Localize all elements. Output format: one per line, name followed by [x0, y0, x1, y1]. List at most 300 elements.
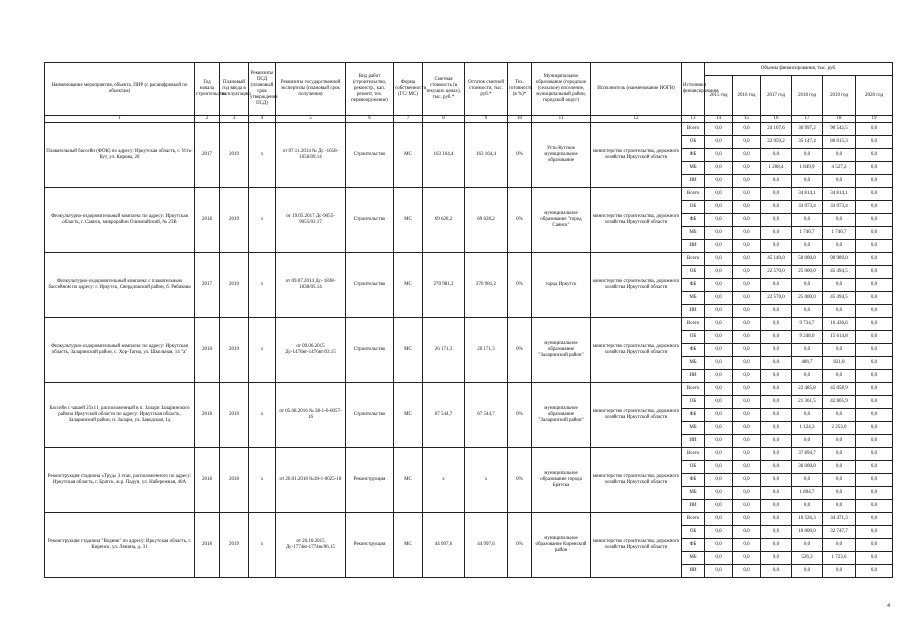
funding-value-cell: 0,0 [705, 539, 733, 552]
funding-value-cell: 0,0 [705, 344, 733, 357]
column-number: 7 [394, 116, 423, 123]
psd-cell: х [249, 123, 276, 188]
funding-value-cell: 32 747,7 [823, 526, 856, 539]
funding-value-cell: 0,0 [733, 552, 761, 565]
funding-value-cell: 0,0 [823, 435, 856, 448]
funding-value-cell: 0,0 [823, 487, 856, 500]
funding-value-cell: 0,0 [856, 162, 893, 175]
funding-value-cell: 0,0 [823, 305, 856, 318]
funding-value-cell: 0,0 [761, 188, 792, 201]
funding-value-cell: 16 436,6 [823, 318, 856, 331]
funding-value-cell: 0,0 [761, 552, 792, 565]
funding-value-cell: 0,0 [733, 279, 761, 292]
column-number: 8 [423, 116, 465, 123]
funding-value-cell: 36 000,0 [792, 461, 823, 474]
funding-value-cell: 0,0 [705, 162, 733, 175]
funding-value-cell: 33 073,4 [823, 201, 856, 214]
funding-value-cell: 0,0 [733, 253, 761, 266]
funding-value-cell: 0,0 [856, 344, 893, 357]
remain-cost-cell: 44 997,6 [465, 513, 508, 578]
funding-value-cell: 0,0 [705, 305, 733, 318]
funding-value-cell: 0,0 [705, 227, 733, 240]
header-name: Наименование мероприятия, объекта, ПИР (с расшифровкой по объектам) [45, 63, 195, 116]
funding-value-cell: 0,0 [733, 240, 761, 253]
funding-source-cell: Всего [682, 253, 705, 266]
header-est-cost: Сметная стоимость (в текущих ценах), тыс. руб.* [423, 63, 465, 116]
funding-value-cell: 34 814,1 [823, 188, 856, 201]
funding-value-cell: 0,0 [705, 214, 733, 227]
funding-value-cell: 0,0 [705, 526, 733, 539]
funding-value-cell: 0,0 [761, 201, 792, 214]
funding-value-cell: 37 894,7 [792, 448, 823, 461]
funding-value-cell: 0,0 [856, 474, 893, 487]
funding-source-cell: ИИ [682, 305, 705, 318]
funding-value-cell: 1 208,4 [761, 162, 792, 175]
work-type-cell: Реконструкция [346, 448, 394, 513]
ownership-cell: МС [394, 383, 423, 448]
column-number: 15 [733, 116, 761, 123]
funding-value-cell: 1 894,7 [792, 487, 823, 500]
funding-value-cell: 0,0 [761, 318, 792, 331]
funding-value-cell: 0,0 [856, 565, 893, 578]
plan-year-cell: 2018 [220, 448, 249, 513]
header-expertise: Реквизиты государственной экспертизы (плановый срок получения) [276, 63, 346, 116]
start-year-cell: 2018 [195, 318, 220, 383]
expertise-cell: от 09.06.2015 Дс-1476вт-1476вт/03.15 [276, 318, 346, 383]
funding-source-cell: ИИ [682, 435, 705, 448]
funding-value-cell: 0,0 [823, 461, 856, 474]
executor-cell: министерство строительства, дорожного хозяйства Иркутской области [591, 253, 682, 318]
funding-value-cell: 0,0 [856, 227, 893, 240]
funding-value-cell: 0,0 [705, 175, 733, 188]
executor-cell: министерство строительства, дорожного хозяйства Иркутской области [591, 448, 682, 513]
page-number: 4 [887, 603, 890, 609]
executor-cell: министерство строительства, дорожного хозяйства Иркутской области [591, 188, 682, 253]
funding-source-cell: МБ [682, 552, 705, 565]
funding-value-cell: 42 805,9 [823, 396, 856, 409]
funding-value-cell: 526,3 [792, 552, 823, 565]
funding-value-cell: 10 000,0 [792, 526, 823, 539]
funding-value-cell: 0,0 [823, 565, 856, 578]
expertise-cell: от 26.01.2018 №38-1-0025-18 [276, 448, 346, 513]
remain-cost-cell: х [465, 448, 508, 513]
funding-value-cell: 0,0 [792, 500, 823, 513]
funding-value-cell: 0,0 [733, 214, 761, 227]
remain-cost-cell: 67 544,7 [465, 383, 508, 448]
ownership-cell: МС [394, 123, 423, 188]
funding-value-cell: 0,0 [792, 370, 823, 383]
funding-value-cell: 0,0 [761, 305, 792, 318]
funding-value-cell: 0,0 [856, 331, 893, 344]
funding-value-cell: 0,0 [733, 396, 761, 409]
funding-value-cell: 0,0 [705, 279, 733, 292]
funding-source-cell: ИИ [682, 175, 705, 188]
funding-value-cell: 1 849,9 [792, 162, 823, 175]
column-number: 10 [508, 116, 532, 123]
remain-cost-cell: 163 164,4 [465, 123, 508, 188]
funding-value-cell: 0,0 [733, 305, 761, 318]
expertise-cell: от 09.07.2014 Дс- 1838-1838/05.14 [276, 253, 346, 318]
funding-value-cell: 0,0 [823, 448, 856, 461]
funding-value-cell: 0,0 [792, 240, 823, 253]
column-number: 19 [856, 116, 893, 123]
executor-cell: министерство строительства, дорожного хозяйства Иркутской области [591, 513, 682, 578]
funding-source-cell: ФБ [682, 279, 705, 292]
funding-value-cell: 0,0 [705, 474, 733, 487]
funding-value-cell: 24 167,6 [761, 123, 792, 136]
funding-value-cell: 821,8 [823, 357, 856, 370]
est-cost-cell: х [423, 448, 465, 513]
funding-value-cell: 0,0 [705, 422, 733, 435]
funding-source-cell: ОБ [682, 136, 705, 149]
funding-value-cell: 9 248,0 [792, 331, 823, 344]
funding-value-cell: 0,0 [792, 214, 823, 227]
header-plan-year: Плановый год ввода в эксплуатацию [220, 63, 249, 116]
funding-value-cell: 22 570,0 [761, 292, 792, 305]
funding-source-cell: ФБ [682, 149, 705, 162]
funding-value-cell: 34 814,1 [792, 188, 823, 201]
executor-cell: министерство строительства, дорожного хозяйства Иркутской области [591, 318, 682, 383]
funding-value-cell: 0,0 [733, 123, 761, 136]
funding-value-cell: 0,0 [761, 240, 792, 253]
funding-value-cell: 0,0 [761, 526, 792, 539]
funding-value-cell: 0,0 [856, 552, 893, 565]
start-year-cell: 2018 [195, 448, 220, 513]
object-name-cell: Физкультурно-оздоровительный комплекс по адресу: Иркутская область, Заларинский район, с. Хор-Тагна, ул. Школьная, 14 "а" [45, 318, 195, 383]
funding-value-cell: 0,0 [705, 500, 733, 513]
est-cost-cell: 270 981,2 [423, 253, 465, 318]
funding-value-cell: 0,0 [856, 279, 893, 292]
funding-value-cell: 15 614,8 [823, 331, 856, 344]
funding-value-cell: 0,0 [705, 318, 733, 331]
funding-value-cell: 0,0 [733, 526, 761, 539]
table-row [45, 188, 893, 201]
funding-value-cell: 0,0 [705, 201, 733, 214]
funding-value-cell: 45 494,5 [823, 292, 856, 305]
funding-value-cell: 0,0 [823, 175, 856, 188]
ownership-cell: МС [394, 318, 423, 383]
funding-value-cell: 0,0 [733, 357, 761, 370]
object-name-cell: Реконструкция стадиона "Водник" по адресу: Иркутская область, г. Киренск, ул. Ленина, д. 31 [45, 513, 195, 578]
funding-value-cell: 0,0 [705, 396, 733, 409]
funding-source-cell: МБ [682, 422, 705, 435]
plan-year-cell: 2019 [220, 513, 249, 578]
readiness-cell: 0% [508, 513, 532, 578]
start-year-cell: 2017 [195, 253, 220, 318]
funding-value-cell: 0,0 [761, 383, 792, 396]
funding-source-cell: ОБ [682, 266, 705, 279]
work-type-cell: Строительство [346, 188, 394, 253]
funding-value-cell: 0,0 [792, 149, 823, 162]
readiness-cell: 0% [508, 318, 532, 383]
funding-value-cell: 0,0 [856, 422, 893, 435]
header-year: 2016 год [733, 76, 761, 116]
plan-year-cell: 2019 [220, 188, 249, 253]
remain-cost-cell: 26 171,3 [465, 318, 508, 383]
funding-source-cell: Всего [682, 383, 705, 396]
funding-value-cell: 0,0 [733, 292, 761, 305]
funding-value-cell: 0,0 [856, 500, 893, 513]
psd-cell: х [249, 188, 276, 253]
readiness-cell: 0% [508, 253, 532, 318]
funding-value-cell: 0,0 [792, 435, 823, 448]
column-number: 1 [45, 116, 195, 123]
funding-value-cell: 0,0 [705, 357, 733, 370]
est-cost-cell: 44 997,6 [423, 513, 465, 578]
funding-value-cell: 0,0 [792, 539, 823, 552]
ownership-cell: МС [394, 513, 423, 578]
funding-value-cell: 0,0 [856, 396, 893, 409]
executor-cell: министерство строительства, дорожного хозяйства Иркутской области [591, 383, 682, 448]
municipality-cell: город Иркутск [532, 253, 591, 318]
funding-value-cell: 25 000,0 [792, 292, 823, 305]
funding-value-cell: 0,0 [761, 227, 792, 240]
funding-value-cell: 50 000,0 [792, 253, 823, 266]
funding-source-cell: ИИ [682, 370, 705, 383]
column-number: 2 [195, 116, 220, 123]
funding-value-cell: 0,0 [705, 136, 733, 149]
work-type-cell: Строительство [346, 318, 394, 383]
object-name-cell: Реконструкция стадиона «Труд» 3 этап, расположенного по адресу: Иркутская область, г. Братск, ж.р. Падун, ул. Набережная, 40А [45, 448, 195, 513]
header-year: 2017 год [761, 76, 792, 116]
funding-value-cell: 0,0 [733, 409, 761, 422]
funding-value-cell: 0,0 [705, 331, 733, 344]
funding-source-cell: ФБ [682, 344, 705, 357]
funding-value-cell: 36 997,2 [792, 123, 823, 136]
funding-value-cell: 0,0 [705, 513, 733, 526]
column-number: 4 [249, 116, 276, 123]
funding-value-cell: 9 734,7 [792, 318, 823, 331]
funding-source-cell: МБ [682, 487, 705, 500]
funding-source-cell: ОБ [682, 526, 705, 539]
funding-value-cell: 22 570,0 [761, 266, 792, 279]
funding-value-cell: 0,0 [733, 331, 761, 344]
funding-value-cell: 0,0 [705, 123, 733, 136]
est-cost-cell: 26 171,3 [423, 318, 465, 383]
funding-value-cell: 0,0 [705, 149, 733, 162]
funding-value-cell: 0,0 [856, 526, 893, 539]
funding-value-cell: 0,0 [705, 292, 733, 305]
funding-value-cell: 0,0 [733, 175, 761, 188]
header-psd: Реквизиты ПСД (плановый срок утверждения ПСД) [249, 63, 276, 116]
funding-value-cell: 0,0 [856, 214, 893, 227]
funding-source-cell: ФБ [682, 539, 705, 552]
header-readiness: Тех. готовность (в %)* [508, 63, 532, 116]
funding-value-cell: 0,0 [856, 201, 893, 214]
funding-value-cell: 0,0 [856, 123, 893, 136]
funding-value-cell: 0,0 [733, 266, 761, 279]
funding-source-cell: Всего [682, 318, 705, 331]
work-type-cell: Строительство [346, 123, 394, 188]
funding-value-cell: 0,0 [733, 500, 761, 513]
funding-value-cell: 0,0 [856, 357, 893, 370]
header-remain-cost: Остаток сметной стоимости, тыс. руб.* [465, 63, 508, 116]
funding-value-cell: 0,0 [856, 513, 893, 526]
funding-value-cell: 10 526,3 [792, 513, 823, 526]
funding-value-cell: 0,0 [733, 318, 761, 331]
funding-value-cell: 0,0 [856, 409, 893, 422]
funding-value-cell: 0,0 [856, 136, 893, 149]
funding-source-cell: МБ [682, 357, 705, 370]
readiness-cell: 0% [508, 448, 532, 513]
start-year-cell: 2018 [195, 188, 220, 253]
object-name-cell: Плавательный бассейн (ФОК) по адресу: Иркутская область, г. Усть-Кут, ул. Кирова, 28 [45, 123, 195, 188]
funding-value-cell: 0,0 [733, 136, 761, 149]
funding-value-cell: 33 073,4 [792, 201, 823, 214]
psd-cell: х [249, 318, 276, 383]
funding-value-cell: 0,0 [823, 474, 856, 487]
funding-value-cell: 0,0 [761, 422, 792, 435]
remain-cost-cell: 270 981,2 [465, 253, 508, 318]
municipality-cell: Усть-Кутское муниципальное образование [532, 123, 591, 188]
municipality-cell: муниципальное образование "город Саянск" [532, 188, 591, 253]
funding-source-cell: ФБ [682, 474, 705, 487]
column-number: 9 [465, 116, 508, 123]
work-type-cell: Строительство [346, 383, 394, 448]
funding-value-cell: 0,0 [792, 175, 823, 188]
funding-value-cell: 0,0 [792, 409, 823, 422]
funding-value-cell: 0,0 [761, 149, 792, 162]
funding-value-cell: 0,0 [705, 253, 733, 266]
funding-source-cell: ФБ [682, 409, 705, 422]
funding-value-cell: 0,0 [733, 513, 761, 526]
funding-source-cell: ОБ [682, 396, 705, 409]
funding-source-cell: ИИ [682, 565, 705, 578]
funding-value-cell: 0,0 [761, 396, 792, 409]
funding-value-cell: 0,0 [792, 279, 823, 292]
funding-value-cell: 0,0 [761, 175, 792, 188]
funding-value-cell: 0,0 [705, 487, 733, 500]
funding-value-cell: 0,0 [733, 461, 761, 474]
plan-year-cell: 2019 [220, 253, 249, 318]
funding-value-cell: 1 723,6 [823, 552, 856, 565]
funding-value-cell: 0,0 [856, 370, 893, 383]
funding-source-cell: Всего [682, 123, 705, 136]
funding-value-cell: 90 542,5 [823, 123, 856, 136]
funding-value-cell: 45 140,0 [761, 253, 792, 266]
psd-cell: х [249, 253, 276, 318]
funding-value-cell: 1 740,7 [823, 227, 856, 240]
header-executor: Исполнитель (наименование ИОГВ) [591, 63, 682, 116]
funding-value-cell: 0,0 [705, 448, 733, 461]
funding-value-cell: 0,0 [761, 448, 792, 461]
executor-cell: министерство строительства, дорожного хозяйства Иркутской области [591, 123, 682, 188]
est-cost-cell: 69 628,2 [423, 188, 465, 253]
funding-value-cell: 0,0 [705, 266, 733, 279]
ownership-cell: МС [394, 448, 423, 513]
funding-source-cell: ОБ [682, 331, 705, 344]
est-cost-cell: 67 544,7 [423, 383, 465, 448]
table-row [45, 318, 893, 331]
funding-value-cell: 2 253,0 [823, 422, 856, 435]
funding-value-cell: 0,0 [761, 565, 792, 578]
object-name-cell: Физкультурно-оздоровительный комплекс с плавательным бассейном по адресу: г. Иркутск, Свердловский район, б. Рябикова [45, 253, 195, 318]
ownership-cell: МС [394, 188, 423, 253]
funding-value-cell: 0,0 [823, 344, 856, 357]
funding-value-cell: 0,0 [792, 565, 823, 578]
work-type-cell: Строительство [346, 253, 394, 318]
funding-source-cell: МБ [682, 292, 705, 305]
funding-value-cell: 0,0 [733, 435, 761, 448]
funding-value-cell: 21 361,5 [792, 396, 823, 409]
funding-value-cell: 0,0 [856, 461, 893, 474]
funding-source-cell: ФБ [682, 214, 705, 227]
funding-source-cell: ОБ [682, 461, 705, 474]
header-work-type: Вид работ (строительство, реконстр., кап. ремонт, тех. перевооружение) [346, 63, 394, 116]
funding-value-cell: 0,0 [733, 370, 761, 383]
funding-value-cell: 0,0 [761, 500, 792, 513]
table-row [45, 448, 893, 461]
funding-value-cell: 0,0 [761, 214, 792, 227]
funding-value-cell: 0,0 [761, 409, 792, 422]
funding-value-cell: 25 000,0 [792, 266, 823, 279]
column-number: 11 [532, 116, 591, 123]
funding-value-cell: 0,0 [856, 240, 893, 253]
work-type-cell: Реконструкция [346, 513, 394, 578]
table-row [45, 383, 893, 396]
funding-value-cell: 0,0 [823, 370, 856, 383]
header-year: 2018 год [792, 76, 823, 116]
funding-value-cell: 34 471,3 [823, 513, 856, 526]
plan-year-cell: 2019 [220, 383, 249, 448]
funding-value-cell: 0,0 [705, 461, 733, 474]
funding-value-cell: 0,0 [761, 435, 792, 448]
object-name-cell: Бассейн с чашей 25х11, расположенный в п. Залари Заларинского района Иркутской области по адресу: Иркутская область, Заларинский район, п. Залари, ул. Заводская, 1д [45, 383, 195, 448]
funding-value-cell: 0,0 [792, 305, 823, 318]
funding-source-cell: Всего [682, 188, 705, 201]
remain-cost-cell: 69 628,2 [465, 188, 508, 253]
est-cost-cell: 163 164,4 [423, 123, 465, 188]
funding-value-cell: 0,0 [823, 500, 856, 513]
column-number: 5 [276, 116, 346, 123]
psd-cell: х [249, 513, 276, 578]
funding-value-cell: 0,0 [761, 331, 792, 344]
header-source: Источники финансирования [682, 63, 705, 116]
funding-value-cell: 0,0 [761, 357, 792, 370]
funding-value-cell: 0,0 [823, 539, 856, 552]
column-number: 16 [761, 116, 792, 123]
funding-value-cell: 22 485,8 [792, 383, 823, 396]
funding-value-cell: 0,0 [733, 565, 761, 578]
funding-source-cell: Всего [682, 448, 705, 461]
expertise-cell: от 19.05.2017 Дс-9055-9055/03.17 [276, 188, 346, 253]
funding-value-cell: 0,0 [856, 318, 893, 331]
funding-value-cell: 0,0 [733, 162, 761, 175]
funding-value-cell: 0,0 [761, 487, 792, 500]
funding-value-cell: 0,0 [856, 266, 893, 279]
funding-value-cell: 45 058,9 [823, 383, 856, 396]
funding-value-cell: 22 959,2 [761, 136, 792, 149]
funding-source-cell: Всего [682, 513, 705, 526]
funding-value-cell: 0,0 [705, 552, 733, 565]
funding-source-cell: МБ [682, 227, 705, 240]
funding-value-cell: 0,0 [761, 474, 792, 487]
start-year-cell: 2017 [195, 123, 220, 188]
object-name-cell: Физкультурно-оздоровительный комплекс по адресу: Иркутская область, г. Саянск, микрорайон Олимпийский, № 23В [45, 188, 195, 253]
funding-value-cell: 0,0 [733, 227, 761, 240]
funding-value-cell: 0,0 [761, 370, 792, 383]
funding-value-cell: 0,0 [761, 279, 792, 292]
funding-value-cell: 0,0 [733, 487, 761, 500]
funding-value-cell: 1 124,3 [792, 422, 823, 435]
funding-value-cell: 0,0 [856, 448, 893, 461]
header-year: 2015 год [705, 76, 733, 116]
psd-cell: х [249, 383, 276, 448]
readiness-cell: 0% [508, 123, 532, 188]
funding-value-cell: 0,0 [705, 370, 733, 383]
funding-value-cell: 35 147,4 [792, 136, 823, 149]
funding-value-cell: 4 527,2 [823, 162, 856, 175]
